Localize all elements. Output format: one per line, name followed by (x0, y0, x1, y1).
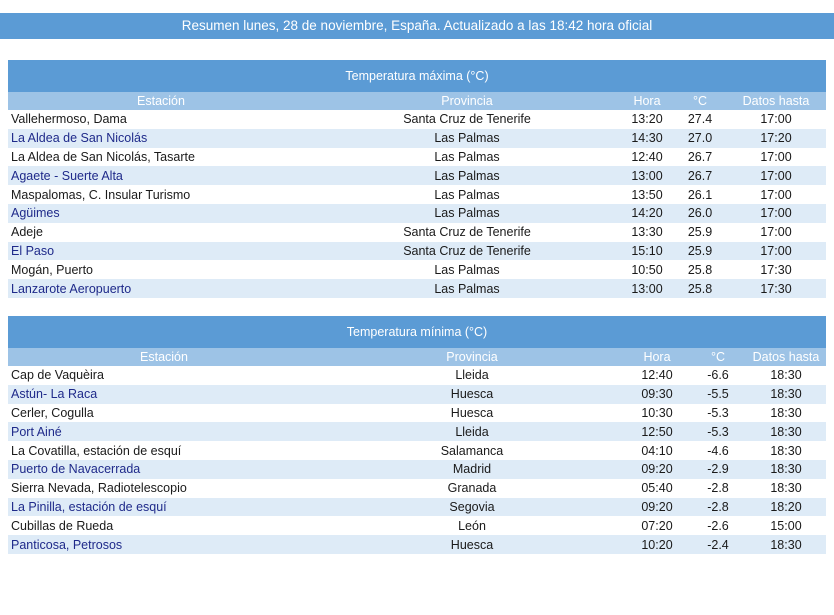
station-cell (8, 385, 320, 404)
temperature-cell: 25.8 (687, 262, 713, 277)
station-link[interactable]: Port Ainé (11, 424, 62, 439)
time-cell: 13:30 (631, 225, 663, 240)
time-cell: 09:20 (624, 460, 690, 479)
province-cell: Huesca (320, 535, 624, 554)
station-cell (8, 535, 320, 554)
temperature-cell: -5.3 (690, 422, 746, 441)
table-row (8, 535, 826, 554)
time-cell: 13:00 (620, 166, 674, 185)
station-cell (8, 260, 314, 279)
max-table-body (8, 110, 826, 298)
data-until-cell: 17:30 (760, 262, 792, 277)
time-cell: 13:00 (620, 279, 674, 298)
province-cell: Las Palmas (314, 166, 620, 185)
table-row (8, 498, 826, 517)
table-row (8, 148, 826, 167)
province-cell: Las Palmas (434, 262, 500, 277)
province-cell: Santa Cruz de Tenerife (403, 112, 531, 127)
table-row (8, 242, 826, 261)
data-until-cell: 18:30 (770, 443, 802, 458)
min-temperature-section (8, 316, 826, 554)
station-cell (8, 110, 314, 129)
station-cell (8, 422, 320, 441)
min-temperature-table (8, 348, 826, 554)
data-until-cell: 17:00 (760, 187, 792, 202)
province-cell: Segovia (320, 498, 624, 517)
province-cell: Lleida (320, 422, 624, 441)
province-cell: Santa Cruz de Tenerife (403, 225, 531, 240)
temperature-cell: 25.9 (674, 242, 726, 261)
header-temperature: °C (674, 92, 726, 110)
province-cell: Las Palmas (434, 187, 500, 202)
data-until-cell: 18:30 (746, 460, 826, 479)
data-until-cell: 17:00 (760, 225, 792, 240)
province-cell: Madrid (320, 460, 624, 479)
station-name: Cerler, Cogulla (11, 405, 94, 420)
max-table-header-row (8, 92, 826, 110)
time-cell: 12:50 (624, 422, 690, 441)
table-row (8, 204, 826, 223)
max-temperature-section (8, 60, 826, 298)
station-link[interactable]: Lanzarote Aeropuerto (11, 281, 132, 296)
station-link[interactable]: Astún- La Raca (11, 387, 98, 402)
station-name: La Covatilla, estación de esquí (11, 443, 182, 458)
data-until-cell: 17:20 (726, 129, 826, 148)
table-row (8, 404, 826, 423)
time-cell: 09:20 (624, 498, 690, 517)
temperature-cell: -6.6 (707, 368, 729, 383)
table-row (8, 185, 826, 204)
temperature-cell: 26.7 (674, 166, 726, 185)
station-link[interactable]: El Paso (11, 243, 55, 258)
station-name: Mogán, Puerto (11, 262, 93, 277)
header-time: Hora (620, 92, 674, 110)
table-row (8, 441, 826, 460)
time-cell: 13:50 (631, 187, 663, 202)
time-cell: 10:30 (641, 405, 673, 420)
station-link[interactable]: Agaete - Suerte Alta (11, 168, 123, 183)
temperature-cell: -2.6 (707, 518, 729, 533)
province-cell: Granada (447, 481, 497, 496)
temperature-cell: -2.8 (690, 498, 746, 517)
data-until-cell: 17:00 (726, 242, 826, 261)
time-cell: 10:50 (631, 262, 663, 277)
station-cell (8, 185, 314, 204)
station-cell (8, 404, 320, 423)
temperature-cell: -2.9 (690, 460, 746, 479)
table-row (8, 460, 826, 479)
province-cell: Las Palmas (314, 129, 620, 148)
station-cell (8, 148, 314, 167)
max-temperature-table (8, 92, 826, 298)
station-cell (8, 498, 320, 517)
station-name: Cubillas de Rueda (11, 518, 114, 533)
data-until-cell: 18:30 (770, 368, 802, 383)
table-row (8, 279, 826, 298)
station-cell (8, 279, 314, 298)
data-until-cell: 18:20 (746, 498, 826, 517)
station-cell (8, 441, 320, 460)
data-until-cell: 17:00 (726, 166, 826, 185)
time-cell: 15:10 (620, 242, 674, 261)
province-cell: León (458, 518, 486, 533)
min-table-body (8, 366, 826, 554)
station-name: Sierra Nevada, Radiotelescopio (11, 481, 187, 496)
station-name: Maspalomas, C. Insular Turismo (11, 187, 191, 202)
station-link[interactable]: La Aldea de San Nicolás (11, 131, 148, 146)
temperature-cell: 25.8 (674, 279, 726, 298)
data-until-cell: 17:00 (760, 112, 792, 127)
time-cell: 04:10 (641, 443, 673, 458)
data-until-cell: 18:30 (746, 422, 826, 441)
table-row (8, 479, 826, 498)
header-province: Provincia (314, 92, 620, 110)
data-until-cell: 18:30 (746, 385, 826, 404)
station-link[interactable]: La Pinilla, estación de esquí (11, 499, 167, 514)
temperature-cell: 27.4 (687, 112, 713, 127)
header-station: Estación (8, 92, 314, 110)
header-temperature: °C (690, 348, 746, 366)
data-until-cell: 17:00 (760, 149, 792, 164)
table-row (8, 129, 826, 148)
temperature-cell: 26.7 (687, 149, 713, 164)
province-cell: Salamanca (440, 443, 504, 458)
province-cell: Huesca (450, 405, 494, 420)
station-cell (8, 366, 320, 385)
data-until-cell: 17:00 (726, 204, 826, 223)
temperature-cell: -2.8 (707, 481, 729, 496)
data-until-cell: 18:30 (770, 405, 802, 420)
station-link[interactable]: Panticosa, Petrosos (11, 537, 123, 552)
time-cell: 14:20 (620, 204, 674, 223)
station-cell (8, 166, 314, 185)
table-row (8, 516, 826, 535)
temperature-cell: -2.4 (690, 535, 746, 554)
station-name: Cap de Vaquèira (11, 368, 104, 383)
min-temperature-title: Temperatura mínima (°C) (8, 316, 826, 348)
table-row (8, 166, 826, 185)
time-cell: 05:40 (641, 481, 673, 496)
time-cell: 14:30 (620, 129, 674, 148)
temperature-cell: -4.6 (707, 443, 729, 458)
header-data-until: Datos hasta (746, 348, 826, 366)
header-data-until: Datos hasta (726, 92, 826, 110)
temperature-cell: -5.3 (707, 405, 729, 420)
province-cell: Las Palmas (314, 204, 620, 223)
min-table-header-row (8, 348, 826, 366)
province-cell: Las Palmas (314, 279, 620, 298)
header-province: Provincia (320, 348, 624, 366)
table-row (8, 366, 826, 385)
time-cell: 09:30 (624, 385, 690, 404)
time-cell: 12:40 (631, 149, 663, 164)
station-cell (8, 204, 314, 223)
province-cell: Las Palmas (434, 149, 500, 164)
station-cell (8, 479, 320, 498)
station-cell (8, 460, 320, 479)
data-until-cell: 18:30 (746, 535, 826, 554)
station-name: La Aldea de San Nicolás, Tasarte (11, 149, 195, 164)
table-row (8, 260, 826, 279)
station-link[interactable]: Puerto de Navacerrada (11, 462, 141, 477)
temperature-cell: 25.9 (687, 225, 713, 240)
temperature-cell: 27.0 (674, 129, 726, 148)
temperature-cell: 26.1 (687, 187, 713, 202)
header-time: Hora (624, 348, 690, 366)
temperature-cell: 26.0 (674, 204, 726, 223)
table-row (8, 385, 826, 404)
table-row (8, 110, 826, 129)
station-cell (8, 242, 314, 261)
station-cell (8, 516, 320, 535)
data-until-cell: 17:30 (726, 279, 826, 298)
table-row (8, 223, 826, 242)
province-cell: Lleida (455, 368, 489, 383)
station-cell (8, 129, 314, 148)
station-name: Adeje (11, 225, 43, 240)
province-cell: Santa Cruz de Tenerife (314, 242, 620, 261)
header-station: Estación (8, 348, 320, 366)
province-cell: Huesca (320, 385, 624, 404)
data-until-cell: 18:30 (770, 481, 802, 496)
time-cell: 07:20 (641, 518, 673, 533)
summary-banner: Resumen lunes, 28 de noviembre, España. Actualizado a las 18:42 hora oficial (0, 13, 834, 39)
time-cell: 13:20 (631, 112, 663, 127)
temperature-cell: -5.5 (690, 385, 746, 404)
station-link[interactable]: Agüimes (11, 206, 60, 221)
time-cell: 10:20 (624, 535, 690, 554)
table-row (8, 422, 826, 441)
time-cell: 12:40 (641, 368, 673, 383)
station-name: Vallehermoso, Dama (11, 112, 127, 127)
station-cell (8, 223, 314, 242)
max-temperature-title: Temperatura máxima (°C) (8, 60, 826, 92)
data-until-cell: 15:00 (770, 518, 802, 533)
